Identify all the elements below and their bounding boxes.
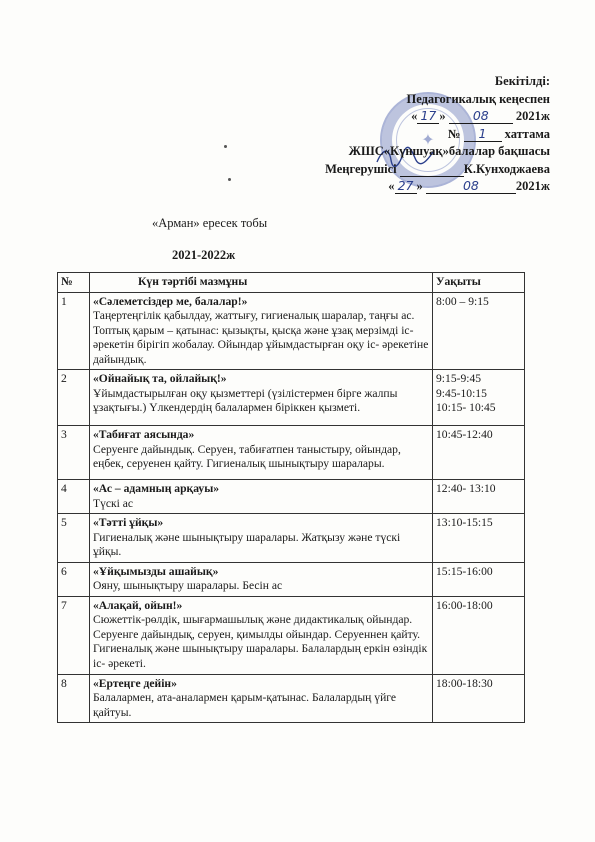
row-body: Ояну, шынықтыру шаралары. Бесін ас (93, 579, 283, 592)
row-title: «Табиғат аясында» (93, 428, 195, 441)
row-content (90, 480, 433, 514)
row-title: «Тәтті ұйқы» (93, 516, 164, 529)
table-row (58, 562, 525, 596)
row-number: 2 (58, 370, 90, 426)
daily-schedule-table (57, 272, 525, 723)
row-title: «Алақай, ойын!» (93, 598, 183, 612)
head-line: Меңгерушісі К.Кунходжаева (325, 161, 550, 176)
row-number: 7 (58, 596, 90, 674)
group-title: «Арман» ересек тобы (152, 216, 268, 230)
table-row (58, 426, 525, 480)
table-row (58, 370, 525, 426)
row-title: «Ас – адамның арқауы» (93, 482, 220, 495)
row-body: Гигиеналық және шынықтыру шаралары. Жатқызу және түскі ұйқы. (93, 530, 401, 558)
row-content (90, 562, 433, 596)
table-row (58, 674, 525, 723)
table-row (58, 292, 525, 370)
row-title: «Ұйқымызды ашайық» (93, 564, 219, 578)
head-date-line: « 27 » 08 2021ж (388, 178, 550, 193)
row-body: Серуенге дайындық. Серуен, табиғатпен таныстыру, ойындар, еңбек, серуенен қайту. Гигиеналық шынықтыру шаралары. (93, 442, 401, 470)
council-date-line: « 17 » 08 2021ж (411, 108, 550, 123)
table-row (58, 596, 525, 674)
header-time: Уақыты (433, 273, 525, 293)
head-date-year: 2021ж (515, 179, 550, 193)
row-time: 9:15-9:45 9:45-10:15 10:15- 10:45 (433, 370, 525, 426)
organization-name: ЖШС«Күншуақ»балалар бақшасы (348, 144, 550, 158)
head-name: К.Кунходжаева (463, 161, 550, 176)
row-number: 5 (58, 514, 90, 563)
row-body: Таңертеңгілік қабылдау, жаттығу, гигиеналық шаралар, таңғы ас. Топтық қарым – қатынас: қызықты, қысқа және ұзақ мерзімді іс- әрекетін бірігіп жобалау. Ойындар ұйымдастырған оқу іс- әрекетіне дайындық. (93, 309, 429, 366)
row-time: 12:40- 13:10 (433, 480, 525, 514)
table-row (58, 514, 525, 563)
header-number: № (58, 273, 90, 293)
approval-block (325, 73, 550, 196)
row-content (90, 514, 433, 563)
table-header-row (58, 273, 525, 293)
protocol-number: 1 (464, 127, 502, 142)
protocol-line: № 1 хаттама (447, 125, 550, 141)
row-time: 8:00 – 9:15 (433, 292, 525, 370)
row-content (90, 674, 433, 723)
row-body: Түскі ас (93, 496, 134, 510)
row-content (90, 292, 433, 370)
row-content (90, 370, 433, 426)
row-number: 1 (58, 292, 90, 370)
row-number: 6 (58, 562, 90, 596)
row-content (90, 426, 433, 480)
row-title: «Ертеңге дейін» (93, 676, 177, 690)
row-number: 8 (58, 674, 90, 723)
school-year: 2021-2022ж (172, 248, 236, 262)
row-time: 10:45-12:40 (433, 426, 525, 480)
approval-label: Бекітілді: (494, 74, 550, 88)
row-time: 13:10-15:15 (433, 514, 525, 563)
head-date-day: 27 (395, 179, 417, 194)
council-line: Педагогикалық кеңеспен (406, 91, 550, 106)
row-title: «Сәлеметсіздер ме, балалар!» (93, 294, 248, 308)
row-number: 3 (58, 426, 90, 480)
head-date-month: 08 (426, 179, 516, 194)
header-content: Күн тәртібі мазмұны (90, 273, 433, 293)
council-date-month: 08 (449, 109, 513, 124)
row-title: «Ойнайық та, ойлайық!» (93, 372, 227, 385)
row-body: Балалармен, ата-аналармен қарым-қатынас. Балалардың үйге қайтуы. (93, 691, 397, 719)
row-number: 4 (58, 480, 90, 514)
row-body: Сюжеттік-рөлдік, шығармашылық және дидактикалық ойындар. Серуенге дайындық, серуен, қимылды ойындар. Серуеннен қайту. Гигиеналық және шынықтыру шаралары. Балалардың еркін өзіндік іс- әрекеті. (93, 613, 428, 670)
row-time: 16:00-18:00 (433, 596, 525, 674)
council-date-day: 17 (417, 109, 439, 124)
seal-stamp: ✦ (380, 92, 476, 188)
council-date-year: 2021ж (515, 109, 550, 123)
row-time: 15:15-16:00 (433, 562, 525, 596)
row-body: Ұйымдастырылған оқу қызметтері (үзілістермен бірге жалпы ұзақтығы.) Үлкендердің балалармен біріккен қызметі. (93, 386, 398, 414)
table-row (58, 480, 525, 514)
row-content (90, 596, 433, 674)
row-time: 18:00-18:30 (433, 674, 525, 723)
